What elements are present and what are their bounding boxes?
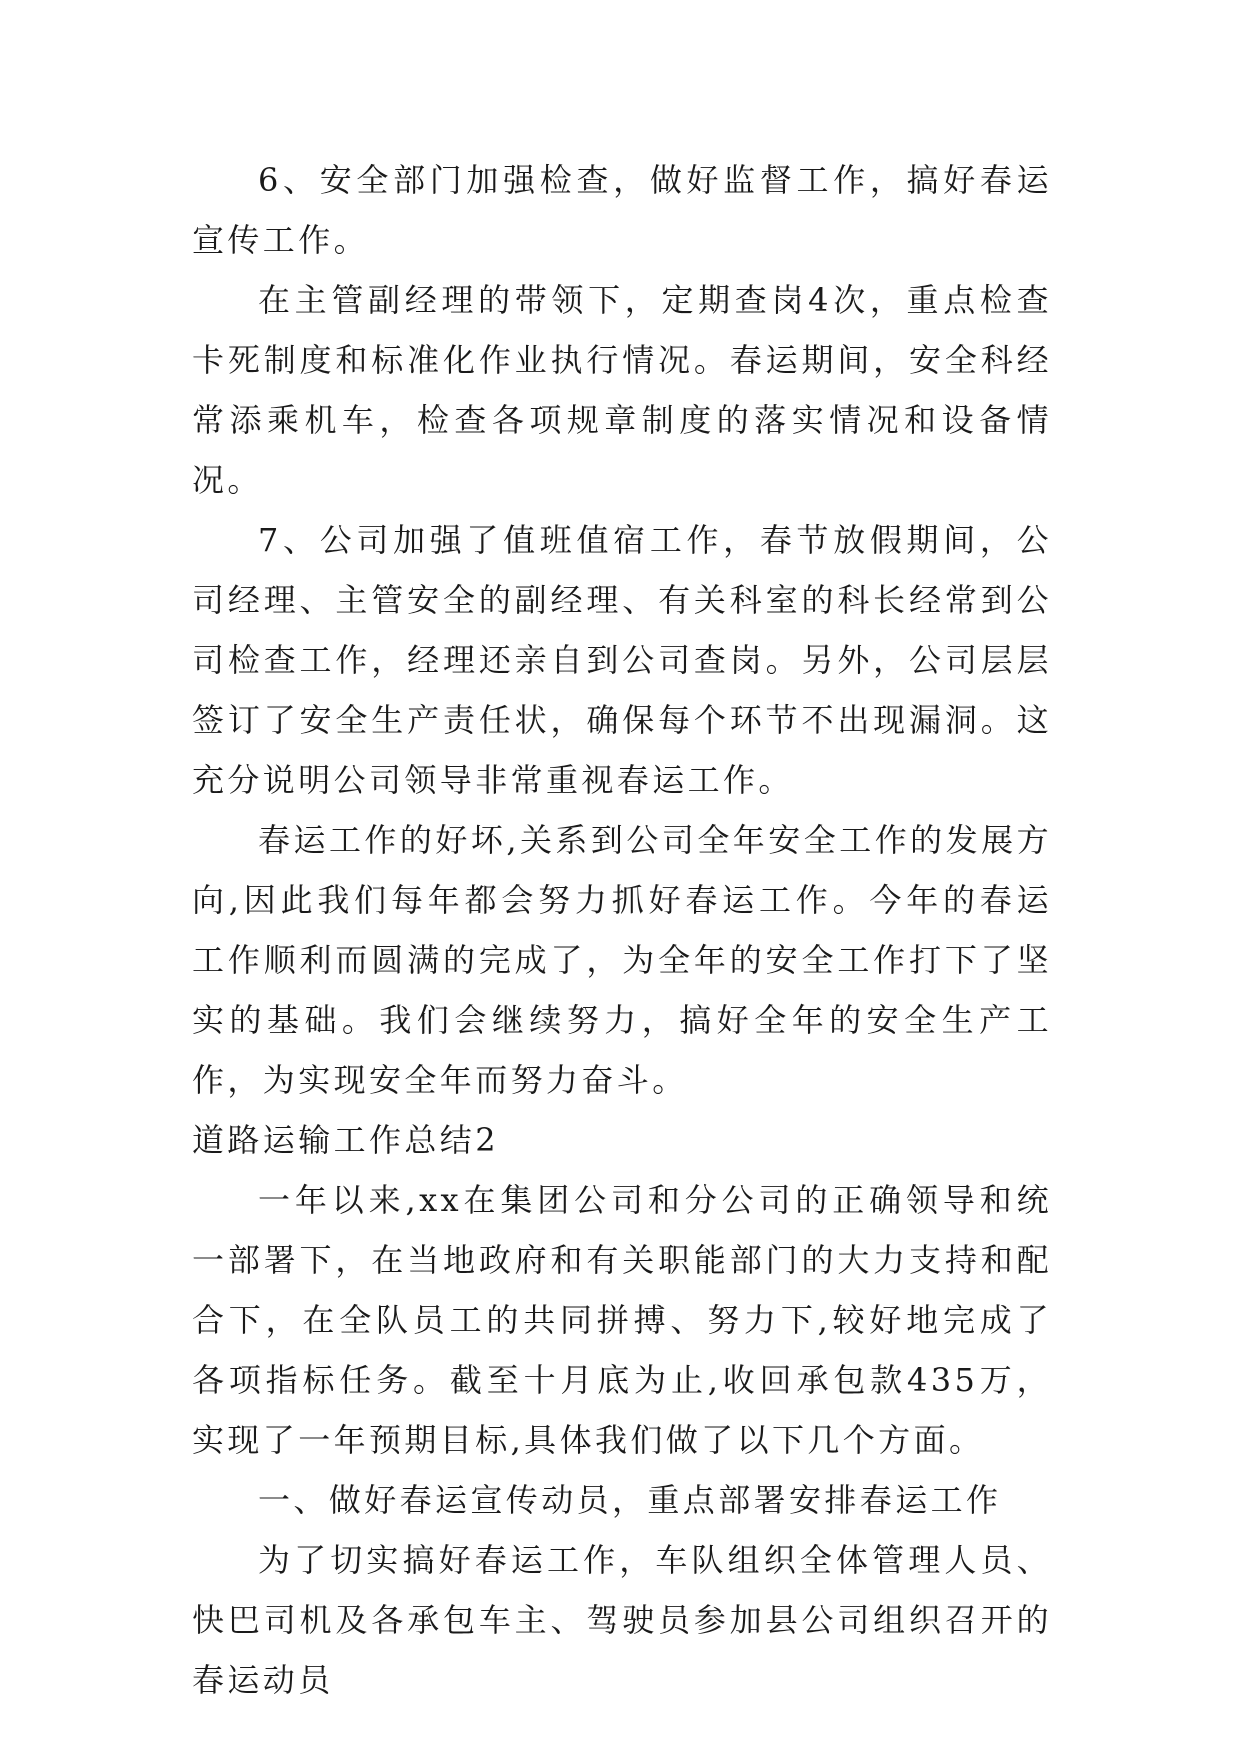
paragraph: 春运工作的好坏,关系到公司全年安全工作的发展方向,因此我们每年都会努力抓好春运工作。今年的春运工作顺利而圆满的完成了，为全年的安全工作打下了坚实的基础。我们会继续努力，搞好全年的安全生产工作，为实现安全年而努力奋斗。 bbox=[192, 821, 1052, 1099]
paragraph: 一、做好春运宣传动员，重点部署安排春运工作 bbox=[258, 1481, 1002, 1519]
paragraph: 为了切实搞好春运工作，车队组织全体管理人员、快巴司机及各承包车主、驾驶员参加县公司组织召开的春运动员 bbox=[192, 1541, 1052, 1699]
section-heading: 道路运输工作总结2 bbox=[192, 1121, 499, 1159]
paragraph: 7、公司加强了值班值宿工作，春节放假期间，公司经理、主管安全的副经理、有关科室的科长经常到公司检查工作，经理还亲自到公司查岗。另外，公司层层签订了安全生产责任状，确保每个环节不出现漏洞。这充分说明公司领导非常重视春运工作。 bbox=[192, 521, 1052, 799]
paragraph: 6、安全部门加强检查，做好监督工作，搞好春运宣传工作。 bbox=[192, 161, 1052, 259]
document-body bbox=[192, 150, 1052, 1710]
paragraph: 在主管副经理的带领下，定期查岗4次，重点检查卡死制度和标准化作业执行情况。春运期间，安全科经常添乘机车，检查各项规章制度的落实情况和设备情况。 bbox=[192, 281, 1052, 499]
paragraph: 一年以来,xx在集团公司和分公司的正确领导和统一部署下，在当地政府和有关职能部门的大力支持和配合下，在全队员工的共同拼搏、努力下,较好地完成了各项指标任务。截至十月底为止,收回承包款435万，实现了一年预期目标,具体我们做了以下几个方面。 bbox=[192, 1181, 1052, 1459]
